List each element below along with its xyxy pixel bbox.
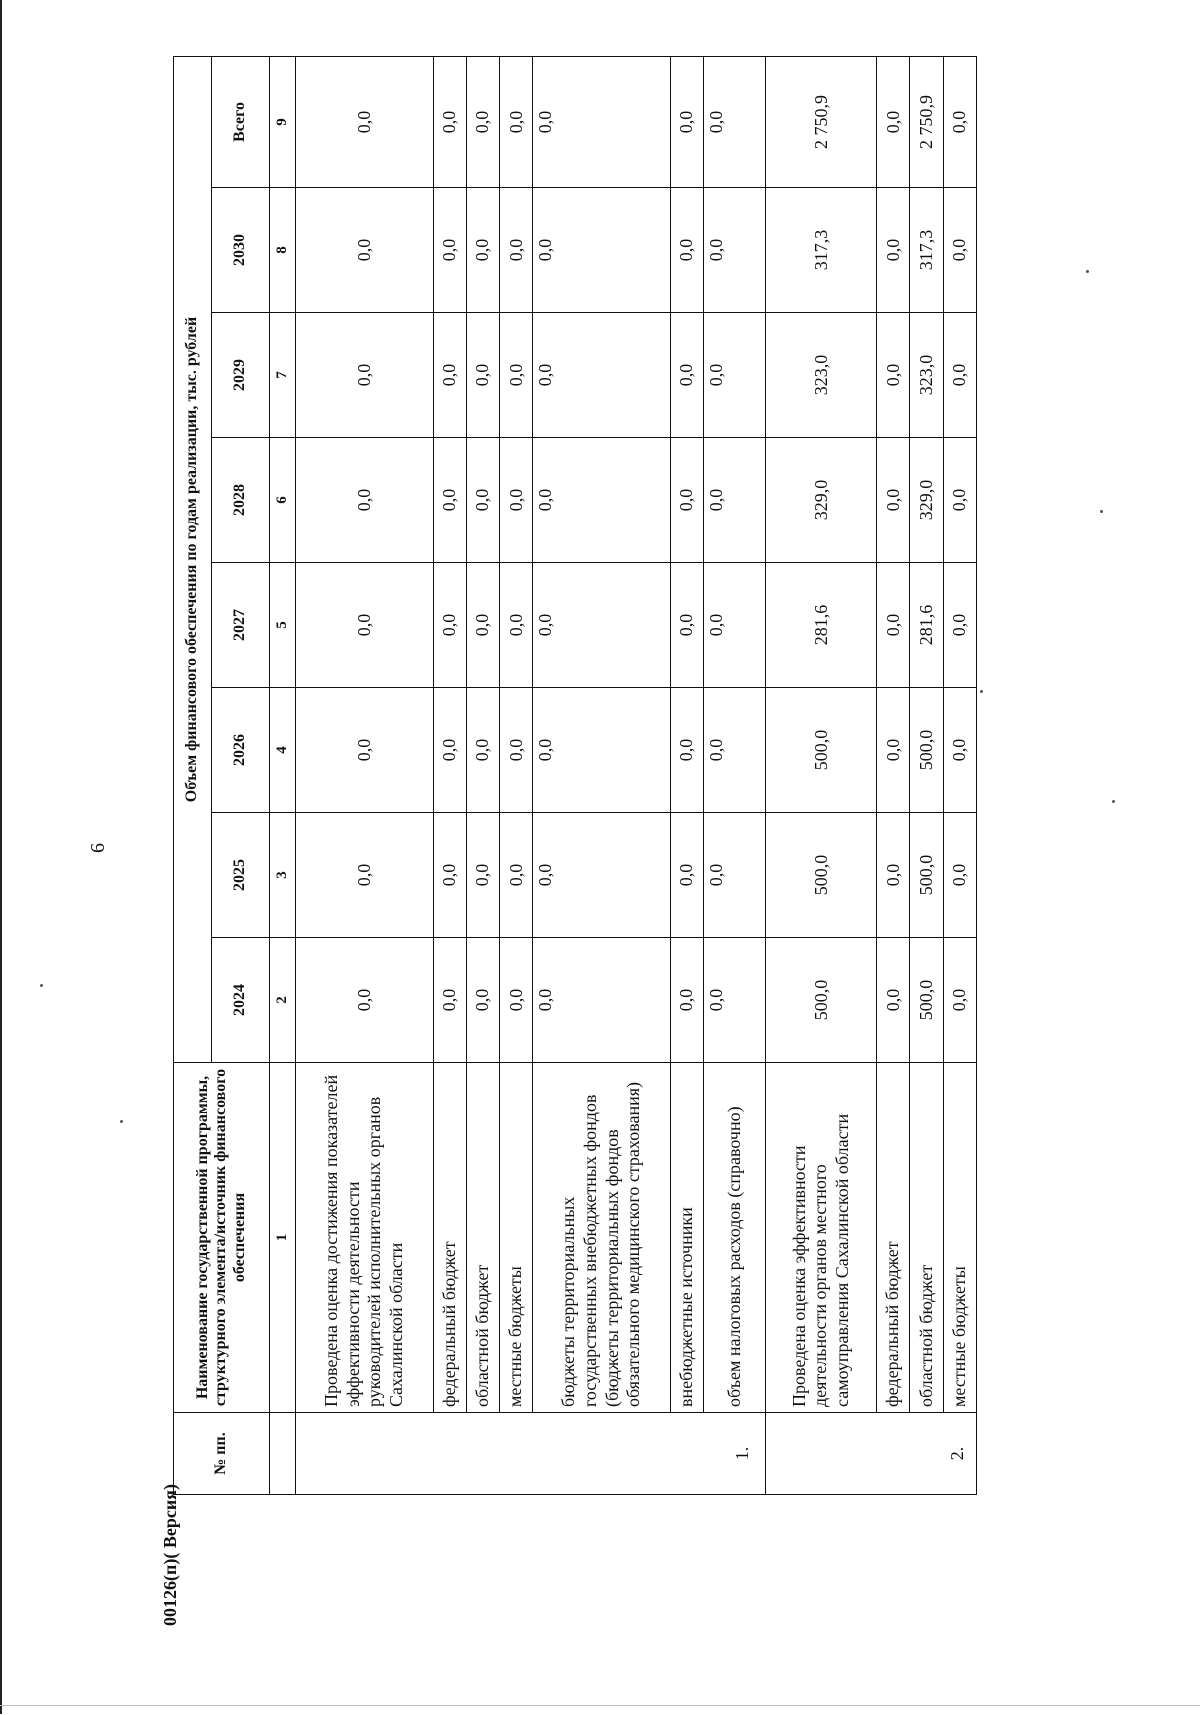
header-financing-group: Объем финансового обеспечения по годам реализации, тыс. рублей bbox=[174, 56, 212, 1062]
table-cell: 0,0 bbox=[533, 938, 671, 1063]
row-name: федеральный бюджет bbox=[433, 1063, 466, 1413]
table-cell: 0,0 bbox=[877, 438, 910, 563]
table-cell: 0,0 bbox=[296, 813, 434, 938]
table-cell: 0,0 bbox=[433, 813, 466, 938]
table-cell: 0,0 bbox=[877, 56, 910, 187]
row-name: федеральный бюджет bbox=[877, 1063, 910, 1413]
header-total: Всего bbox=[212, 56, 270, 187]
table-cell: 0,0 bbox=[877, 563, 910, 688]
scan-speck bbox=[1100, 510, 1103, 513]
table-cell: 0,0 bbox=[670, 188, 703, 313]
scan-edge bbox=[0, 0, 2, 1714]
header-year: 2024 bbox=[212, 938, 270, 1063]
header-year: 2028 bbox=[212, 438, 270, 563]
table-cell: 0,0 bbox=[433, 313, 466, 438]
table-cell: 0,0 bbox=[296, 438, 434, 563]
table-cell: 0,0 bbox=[877, 813, 910, 938]
table-cell: 0,0 bbox=[500, 938, 533, 1063]
table-cell: 0,0 bbox=[704, 56, 766, 187]
table-cell: 0,0 bbox=[296, 563, 434, 688]
table-cell: 0,0 bbox=[670, 688, 703, 813]
table-cell: 0,0 bbox=[704, 563, 766, 688]
header-name: Наименование государственной программы, структурного элемента/источник финансового обеспечения bbox=[174, 1063, 270, 1413]
table-cell: 0,0 bbox=[296, 313, 434, 438]
table-cell: 0,0 bbox=[670, 438, 703, 563]
table-cell: 0,0 bbox=[500, 813, 533, 938]
table-cell: 323,0 bbox=[766, 313, 877, 438]
table-cell: 0,0 bbox=[533, 56, 671, 187]
table-cell: 0,0 bbox=[943, 938, 976, 1063]
row-name: Проведена оценка достижения показателей эффективности деятельности руководителей исполнительных органов Сахалинской области bbox=[296, 1063, 434, 1413]
table-cell: 0,0 bbox=[433, 188, 466, 313]
table-cell: 329,0 bbox=[910, 438, 943, 563]
table-cell: 0,0 bbox=[500, 563, 533, 688]
table-cell: 281,6 bbox=[766, 563, 877, 688]
table-cell: 0,0 bbox=[943, 188, 976, 313]
table-cell: 0,0 bbox=[500, 56, 533, 187]
scan-speck bbox=[120, 1120, 123, 1123]
rotated-table-container bbox=[173, 57, 977, 1495]
row-name: Проведена оценка эффективности деятельности органов местного самоуправления Сахалинской области bbox=[766, 1063, 877, 1413]
table-cell: 0,0 bbox=[943, 688, 976, 813]
row-name: объем налоговых расходов (справочно) bbox=[704, 1063, 766, 1413]
table-cell: 0,0 bbox=[704, 188, 766, 313]
header-year: 2030 bbox=[212, 188, 270, 313]
table-cell: 0,0 bbox=[704, 313, 766, 438]
row-name: внебюджетные источники bbox=[670, 1063, 703, 1413]
table-cell: 317,3 bbox=[910, 188, 943, 313]
header-number: № пп. bbox=[174, 1413, 270, 1495]
table-cell: 0,0 bbox=[704, 938, 766, 1063]
header-year: 2029 bbox=[212, 313, 270, 438]
table-cell: 0,0 bbox=[296, 688, 434, 813]
table-cell: 2 750,9 bbox=[910, 56, 943, 187]
table-cell: 0,0 bbox=[533, 813, 671, 938]
table-cell: 500,0 bbox=[766, 813, 877, 938]
header-year: 2026 bbox=[212, 688, 270, 813]
table-cell: 0,0 bbox=[466, 438, 499, 563]
table-cell: 0,0 bbox=[943, 813, 976, 938]
page-number: 6 bbox=[87, 843, 109, 853]
column-number: 8 bbox=[270, 188, 296, 313]
table-cell: 0,0 bbox=[533, 563, 671, 688]
table-cell: 0,0 bbox=[533, 188, 671, 313]
row-group-number: 1. bbox=[296, 1413, 766, 1495]
scan-speck bbox=[980, 690, 983, 693]
table-cell: 500,0 bbox=[910, 938, 943, 1063]
table-cell: 0,0 bbox=[466, 188, 499, 313]
table-cell: 0,0 bbox=[877, 938, 910, 1063]
table-cell: 0,0 bbox=[433, 688, 466, 813]
table-cell: 0,0 bbox=[877, 313, 910, 438]
table-cell: 0,0 bbox=[943, 563, 976, 688]
financing-table bbox=[173, 56, 977, 1495]
table-cell: 0,0 bbox=[500, 188, 533, 313]
table-cell: 0,0 bbox=[670, 938, 703, 1063]
header-year: 2027 bbox=[212, 563, 270, 688]
table-cell: 500,0 bbox=[766, 938, 877, 1063]
table-cell: 317,3 bbox=[766, 188, 877, 313]
column-number: 1 bbox=[270, 1063, 296, 1413]
table-cell: 0,0 bbox=[670, 313, 703, 438]
column-number: 7 bbox=[270, 313, 296, 438]
table-cell: 329,0 bbox=[766, 438, 877, 563]
table-cell: 0,0 bbox=[943, 56, 976, 187]
table-cell: 0,0 bbox=[670, 813, 703, 938]
row-name: областной бюджет bbox=[466, 1063, 499, 1413]
table-cell: 0,0 bbox=[533, 313, 671, 438]
table-cell: 0,0 bbox=[466, 938, 499, 1063]
table-cell: 0,0 bbox=[877, 188, 910, 313]
table-cell: 281,6 bbox=[910, 563, 943, 688]
table-cell: 2 750,9 bbox=[766, 56, 877, 187]
table-cell: 0,0 bbox=[466, 313, 499, 438]
document-code: 00126(п)( Версия) bbox=[160, 1484, 180, 1626]
table-cell: 0,0 bbox=[433, 56, 466, 187]
column-number: 3 bbox=[270, 813, 296, 938]
table-cell: 0,0 bbox=[500, 688, 533, 813]
column-number: 2 bbox=[270, 938, 296, 1063]
row-group-number: 2. bbox=[766, 1413, 977, 1495]
column-number: 6 bbox=[270, 438, 296, 563]
table-cell: 0,0 bbox=[533, 688, 671, 813]
table-cell: 0,0 bbox=[466, 688, 499, 813]
table-cell: 0,0 bbox=[704, 813, 766, 938]
table-cell: 0,0 bbox=[500, 438, 533, 563]
scan-speck bbox=[1086, 270, 1089, 273]
row-name: местные бюджеты bbox=[943, 1063, 976, 1413]
table-cell: 0,0 bbox=[466, 813, 499, 938]
table-cell: 500,0 bbox=[766, 688, 877, 813]
table-cell: 0,0 bbox=[296, 56, 434, 187]
row-name: бюджеты территориальных государственных внебюджетных фондов (бюджеты территориальных фондов обязательного медицинского страхования) bbox=[533, 1063, 671, 1413]
table-cell: 0,0 bbox=[296, 188, 434, 313]
column-number: 4 bbox=[270, 688, 296, 813]
table-cell: 0,0 bbox=[500, 313, 533, 438]
scan-speck bbox=[1112, 800, 1115, 803]
column-number: 5 bbox=[270, 563, 296, 688]
table-cell: 0,0 bbox=[943, 438, 976, 563]
table-cell: 0,0 bbox=[466, 56, 499, 187]
table-cell: 0,0 bbox=[433, 563, 466, 688]
table-cell: 0,0 bbox=[877, 688, 910, 813]
column-number: 9 bbox=[270, 56, 296, 187]
header-year: 2025 bbox=[212, 813, 270, 938]
table-cell: 0,0 bbox=[670, 56, 703, 187]
table-cell: 0,0 bbox=[433, 938, 466, 1063]
table-cell: 0,0 bbox=[943, 313, 976, 438]
table-cell: 500,0 bbox=[910, 688, 943, 813]
table-cell: 0,0 bbox=[533, 438, 671, 563]
table-cell: 0,0 bbox=[433, 438, 466, 563]
table-cell: 323,0 bbox=[910, 313, 943, 438]
row-name: местные бюджеты bbox=[500, 1063, 533, 1413]
row-name: областной бюджет bbox=[910, 1063, 943, 1413]
table-cell: 0,0 bbox=[704, 688, 766, 813]
table-cell: 500,0 bbox=[910, 813, 943, 938]
table-cell: 0,0 bbox=[466, 563, 499, 688]
table-cell: 0,0 bbox=[296, 938, 434, 1063]
column-number bbox=[270, 1413, 296, 1495]
table-cell: 0,0 bbox=[670, 563, 703, 688]
scan-speck bbox=[40, 984, 43, 987]
table-cell: 0,0 bbox=[704, 438, 766, 563]
